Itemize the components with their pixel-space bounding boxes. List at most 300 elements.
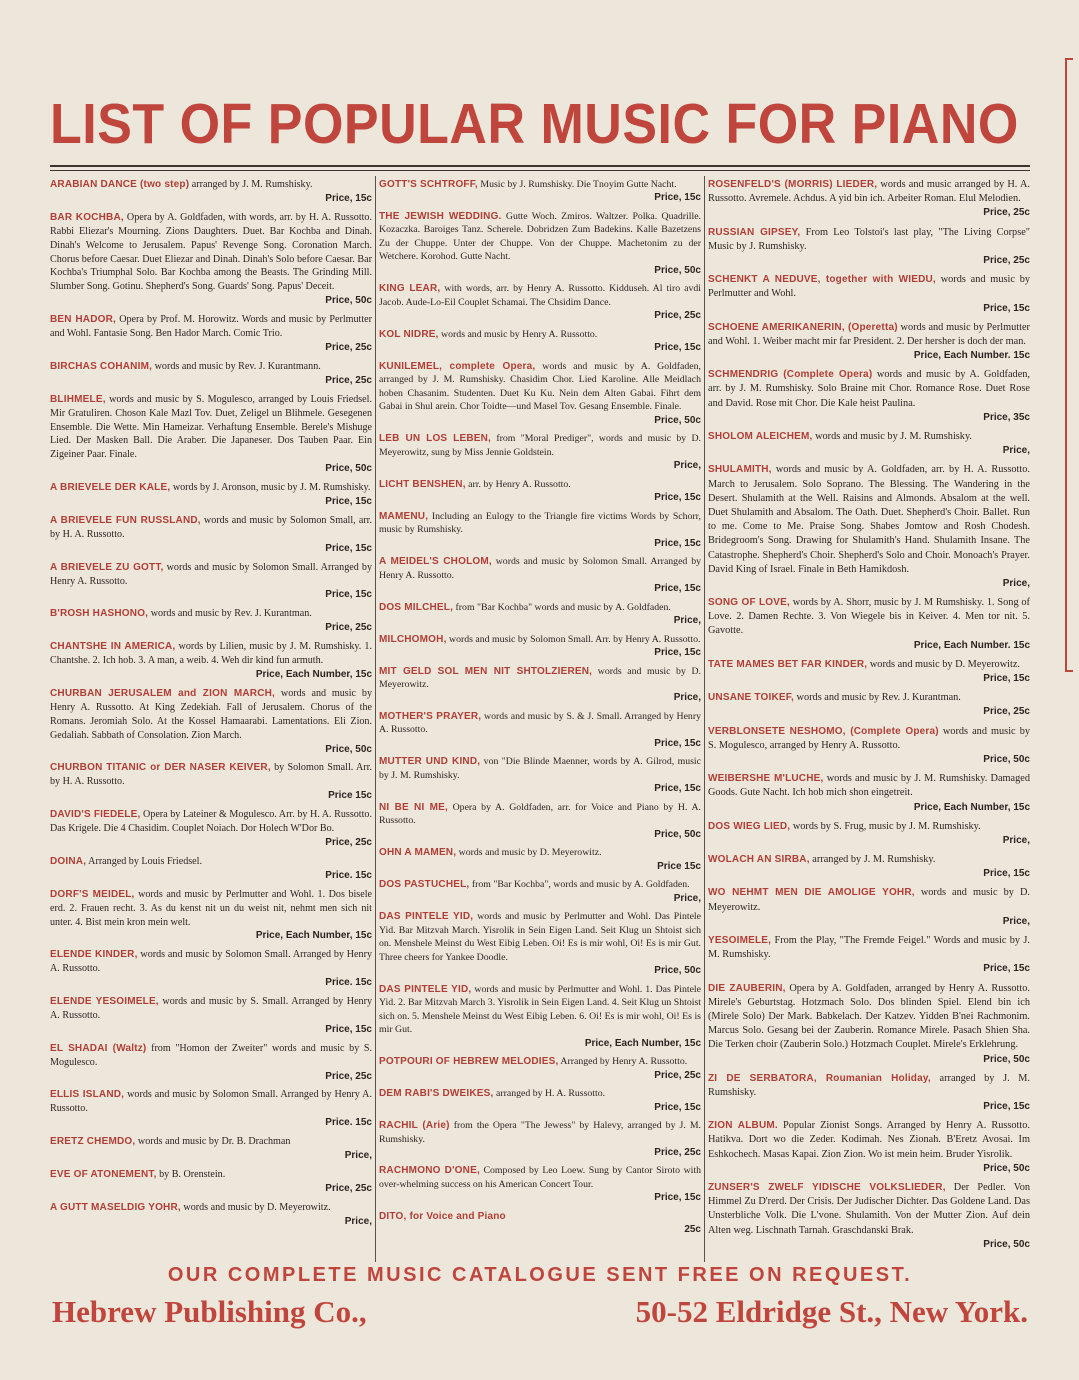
entry-title: ROSENFELD'S (MORRIS) LIEDER, (708, 179, 878, 190)
music-entry (708, 463, 1030, 591)
publisher-line (52, 1294, 1028, 1330)
publisher-name: Hebrew Publishing Co., (52, 1294, 367, 1329)
music-entry (379, 846, 701, 873)
entry-body (50, 1135, 372, 1163)
entry-price: Price, 25c (654, 1069, 701, 1081)
music-entry (379, 983, 701, 1050)
entry-price: Price, 15c (983, 302, 1030, 314)
music-entry (379, 510, 701, 550)
music-entry (50, 687, 372, 757)
entry-title: BAR KOCHBA, (50, 211, 124, 223)
entry-body (379, 360, 701, 427)
entry-description: From Leo Tolstoi's last play, "The Living Corpse" Music by J. Rumshisky. (708, 226, 1030, 252)
music-entry (708, 321, 1030, 364)
music-entry (708, 1181, 1030, 1252)
entry-description: words and music by A. Goldfaden, arranged by J. M. Rumshisky. Chasidim Chor. Lied Karoline. Alle Meidlach hoben Chasanim. Studenten. Duet Ku Ku. Nein dem Alten Gabai. Fihrt dem Gabai in Shul arein. Chor Toidte—und Masel Tov. Gesang Ensemble. Finale. (379, 360, 701, 413)
music-entry (50, 514, 372, 556)
entry-body (379, 1055, 701, 1082)
entry-description: words and music by Dr. B. Drachman (135, 1136, 291, 1148)
entry-description: from "Moral Prediger", words and music by D. Meyerowitz, sung by Miss Jennie Goldstein. (379, 433, 702, 458)
entry-body (379, 846, 701, 873)
entry-price: Price, Each Number, 15c (255, 930, 372, 942)
music-entry (50, 888, 372, 944)
entry-body (50, 888, 372, 944)
entry-body (379, 1119, 701, 1159)
column-divider (375, 176, 376, 1262)
entry-body (708, 430, 1030, 458)
entry-body (708, 691, 1030, 719)
entry-price: Price, 50c (983, 1162, 1030, 1174)
music-entry (708, 820, 1030, 848)
entry-title: DAVID'S FIEDELE, (50, 809, 141, 821)
music-entry (708, 886, 1030, 929)
music-entry (50, 178, 372, 206)
entry-description: by Solomon Small. Arr. by H. A. Russotto. (50, 762, 372, 788)
page-title: LIST OF POPULAR MUSIC FOR PIANO (50, 93, 1019, 156)
entry-body (379, 1087, 701, 1114)
entry-title: MUTTER UND KIND, (379, 756, 481, 768)
entry-price: Price, 50c (325, 463, 372, 475)
music-entry (379, 360, 701, 427)
entry-description: words by S. Frug, music by J. M. Rumshisky. (790, 820, 981, 832)
entry-price: Price, 25c (654, 1147, 701, 1158)
music-entry (50, 481, 372, 509)
entry-body (708, 273, 1030, 316)
music-entry (379, 633, 701, 660)
music-entry (379, 432, 701, 472)
entry-body (379, 878, 701, 905)
entry-title: TATE MAMES BET FAR KINDER, (708, 658, 868, 670)
entry-title: DOS WIEG LIED, (708, 820, 791, 832)
entry-price: Price, 15c (654, 583, 701, 595)
entry-title: A MEIDEL'S CHOLOM, (379, 556, 492, 568)
entry-body (708, 982, 1030, 1067)
entry-body (50, 561, 372, 603)
music-entry (708, 273, 1030, 316)
entry-body (50, 948, 372, 990)
entry-price: Price, (344, 1215, 372, 1227)
entry-body (50, 855, 372, 883)
entry-body (50, 178, 372, 206)
entry-description: words and music by S. Small. Arranged by Henry A. Russotto. (50, 996, 373, 1021)
entry-title: BLIHMELE, (50, 393, 106, 405)
entry-description: arranged by J. M. Rumshisky. (809, 854, 936, 866)
entry-title: LICHT BENSHEN, (379, 478, 466, 490)
column-1 (50, 178, 372, 1234)
entry-title: SCHENKT A NEDUVE, together with WIEDU, (708, 274, 936, 286)
entry-price: Price, 15c (325, 192, 372, 204)
entry-price: Price, (1002, 577, 1030, 589)
entry-price: Price, 15c (654, 1192, 701, 1204)
entry-body (708, 178, 1030, 221)
entry-description: words by J. Aronson, music by J. M. Rumshisky. (170, 482, 371, 494)
entry-price: Price. 15c (325, 869, 372, 881)
music-entry (708, 596, 1030, 653)
entry-description: words and music by D. Meyerowitz. (379, 665, 701, 690)
entry-title: SCHOENE AMERIKANERIN, (Operetta) (708, 321, 898, 333)
entry-title: B'ROSH HASHONO, (50, 608, 149, 620)
entry-description: words and music by Perlmutter and Wohl. 1. Dos bisele erd. 2. Frauen recht. 3. As du kenst nit un du weist nit, nehmt men sich nit unter. 4. Bist mein kron mein welt. (50, 888, 373, 928)
entry-price: Price, 15c (654, 192, 701, 204)
entry-description: words and music by D. Meyerowitz. (867, 658, 1020, 670)
entry-title: DIE ZAUBERIN, (708, 982, 786, 994)
entry-title: BEN HADOR, (50, 314, 116, 326)
entry-body (379, 478, 701, 505)
entry-description: words and music by Solomon Small. Arranged by Henry A. Russotto. (50, 949, 372, 975)
entry-title: BIRCHAS COHANIM, (50, 360, 153, 372)
entry-description: from "Homon der Zweiter" words and music by S. Mogulesco. (50, 1042, 372, 1068)
music-entry (708, 226, 1030, 269)
entry-body (708, 226, 1030, 269)
entry-body (708, 853, 1030, 881)
entry-description: words and music by D. Meyerowitz. (180, 1201, 331, 1213)
catalogue-notice: OUR COMPLETE MUSIC CATALOGUE SENT FREE ON REQUEST. (167, 1264, 913, 1286)
entry-body (708, 368, 1030, 425)
music-entry (50, 808, 372, 850)
entry-price: Price, 15c (654, 342, 701, 354)
entry-body (708, 658, 1030, 686)
entry-title: EL SHADAI (Waltz) (50, 1042, 147, 1054)
entry-description: words and music by Henry A. Russotto. (438, 328, 598, 340)
music-entry (50, 948, 372, 990)
music-entry (379, 478, 701, 505)
entry-description: words and music arranged by H. A. Russotto. Avremele. Achdus. A yid bin ich. Arbeiter Roman. Elul Melodien. (708, 179, 1030, 205)
music-entry (708, 658, 1030, 686)
entry-description: by B. Orenstein. (156, 1169, 226, 1180)
entry-price: Price, Each Number, 15c (584, 1037, 701, 1049)
entry-title: KOL NIDRE, (379, 328, 439, 340)
music-entry (50, 211, 372, 308)
music-entry (379, 282, 701, 322)
music-entry (379, 601, 701, 628)
music-entry (379, 801, 701, 841)
entry-body (50, 808, 372, 850)
entry-title: POTPOURI OF HEBREW MELODIES, (379, 1056, 559, 1068)
music-entry (50, 561, 372, 603)
entry-title: RUSSIAN GIPSEY, (708, 226, 801, 238)
music-entry (379, 665, 701, 705)
entry-description: from "Bar Kochba", words and music by A. Goldfaden. (469, 879, 690, 891)
music-entry (708, 772, 1030, 815)
music-entry (379, 710, 701, 750)
music-entry (50, 360, 372, 388)
entry-body (379, 210, 701, 277)
entry-body (50, 514, 372, 556)
entry-price: Price, 15c (654, 537, 701, 549)
music-entry (379, 1210, 701, 1237)
entry-title: SHULAMITH, (708, 464, 772, 476)
entry-title: ELENDE YESOIMELE, (50, 996, 159, 1008)
music-entry (50, 761, 372, 803)
music-entry (708, 430, 1030, 458)
entry-price: Price, 50c (654, 264, 701, 276)
entry-price: Price, 25c (654, 310, 701, 322)
entry-title: CHURBAN JERUSALEM and ZION MARCH, (50, 687, 276, 699)
entry-body (50, 360, 372, 388)
music-entry (708, 934, 1030, 977)
entry-title: ZION ALBUM. (708, 1120, 778, 1132)
entry-body (379, 710, 701, 750)
entry-body (50, 313, 372, 355)
entry-price: Price, Each Number, 15c (913, 801, 1030, 813)
music-entry (50, 393, 372, 476)
music-entry (379, 1119, 701, 1159)
entry-title: A GUTT MASELDIG YOHR, (50, 1201, 181, 1213)
music-entry (50, 1088, 372, 1130)
music-entry (379, 878, 701, 905)
entry-title: DOS PASTUCHEL, (379, 879, 470, 891)
entry-price: Price, 15c (983, 963, 1030, 975)
entry-price: Price. 15c (325, 977, 372, 989)
entry-title: VERBLONSETE NESHOMO, (Complete Opera) (708, 725, 939, 737)
entry-title: SCHMENDRIG (Complete Opera) (708, 369, 873, 381)
entry-price: Price, (1002, 834, 1030, 846)
entry-body (708, 1181, 1030, 1252)
entry-description: from the Opera "The Jewess" by Halevy, arranged by J. M. Rumshisky. (379, 1120, 701, 1145)
entry-body (50, 640, 372, 682)
entry-description: words and music by Rev. J. Kurantman. (793, 692, 961, 704)
entry-description: From the Play, "The Fremde Feigel." Words and music by J. M. Rumshisky. (708, 935, 1030, 961)
music-entry (379, 1087, 701, 1114)
entry-body (379, 755, 701, 795)
music-entry (708, 853, 1030, 881)
entry-price: Price, 50c (983, 1238, 1030, 1250)
entry-description: Popular Zionist Songs. Arranged by Henry A. Russotto. Hatikva. Dort wo die Zeder. Kodimah. Nes Zionah. B'Eretz Avosai. Im Eshkochech. Masas Kapai. Zion Zion. Wo ist mein heim. Bruder Yisrolik. (708, 1120, 1030, 1160)
entry-price: Price, 15c (325, 589, 372, 601)
entry-price: Price, 25c (983, 254, 1030, 266)
entry-price: Price, 25c (325, 622, 372, 634)
entry-description: words and music by Henry A. Russotto. At King Zedekiah. Fall of Jerusalem. Chorus of the Romans. Jeromiah Solo. At the Kossel Hamaarabi. Lamentations. Eli Zion. Gedaliah. Sabbath of Consolation. Zion March. (50, 687, 372, 741)
entry-description: arranged by J. M. Rumshisky. (189, 179, 313, 190)
entry-body (708, 321, 1030, 364)
music-entry (50, 1168, 372, 1196)
entry-title: MIT GELD SOL MEN NIT SHTOLZIEREN, (379, 665, 593, 677)
entry-title: DITO, for Voice and Piano (379, 1210, 506, 1222)
entry-body (50, 1168, 372, 1196)
entry-description: Arranged by Louis Friedsel. (86, 855, 202, 867)
entry-price: Price, 50c (325, 295, 372, 307)
entry-title: DAS PINTELE YID, (379, 983, 472, 995)
title-rule (50, 165, 1030, 167)
entry-price: Price, 15c (654, 492, 701, 504)
entry-price: Price, 25c (983, 207, 1030, 219)
entry-price: Price, (673, 892, 701, 904)
entry-body (50, 761, 372, 803)
entry-title: WOLACH AN SIRBA, (708, 854, 810, 866)
entry-description: Opera by A. Goldfaden, arranged by Henry A. Russotto. Mirele's Geburtstag. Hotzmach Solo. Dos blinden Spiel. Elend bin ich (Mirele Solo) Der Mark. Babkelach. Der Katzev. Yidden B'nei Rachmonim. Marcus Solo. Gesang bei der Zauberin. Romance Mirele. Pasach Shien Sha. Die Terken choir (Zauberin Solo.) Hotzmach Couplet. Mirele's Erklehrung. (708, 982, 1030, 1051)
entry-description: words and music by Solomon Small. Arranged by Henry A. Russotto. (379, 556, 701, 581)
entry-price: Price, (673, 615, 701, 627)
entry-title: A BRIEVELE DER KALE, (50, 482, 171, 494)
entry-description: words and music by D. Meyerowitz. (708, 887, 1030, 913)
entry-description: words and music by Perlmutter and Wohl. 1. Das Pintele Yid. 2. Bar Mitzvah March 3. Yisrolik in Sein Eigen Land. 4. Seit Klug un Shtoist sich on. 5. Menshele Meinst du West Eibig Leben. 6. Oi! Es is mir wohl, Oi! Es is mir Gut. (379, 983, 701, 1036)
entry-body (708, 463, 1030, 591)
entry-description: words by Lilien, music by J. M. Rumshisky. 1. Chantshe. 2. Ich hob. 3. A man, a weib. 4. Weh dir kind fun armuth. (50, 641, 372, 667)
entry-body (379, 665, 701, 705)
entry-title: DOINA, (50, 855, 87, 867)
entry-description: Opera by Lateiner & Mogulesco. Arr. by H. A. Russotto. Das Krigele. Die 4 Chasidim. Couplet Noiach. Dor Holech W'Dor Bo. (50, 809, 372, 835)
entry-description: Opera by A. Goldfaden, with words, arr. by H. A. Russotto. Rabbi Eliezar's Mourning. Zions Daughters. Duet. Bar Kochba and Dinah. Dinah's Welcome to Jerusalem. Papus' Revenge Song. Coronation March. Chorus before Caesar. Duet Eliezar and Dinah. Dinah's Solo before Caesar. Bar Kochba's Triumphal Solo. Bar Kochba among the Beasts. The Grinding Mill. Slumber Song. Gotinu. Shepherd's Song. Guards' Song. Papus' Deceit. (50, 211, 372, 293)
column-3 (708, 178, 1030, 1257)
entry-title: MOTHER'S PRAYER, (379, 710, 482, 722)
entry-title: DOS MILCHEL, (379, 601, 454, 613)
entry-title: DORF'S MEIDEL, (50, 888, 135, 900)
entry-description: Opera by A. Goldfaden, arr. for Voice and Piano by H. A. Russotto. (379, 801, 702, 827)
entry-description: with words, arr. by Henry A. Russotto. Kidduseh. Al tiro avdi Jacob. Aude-Lo-Eil Couplet Schamai. The Chsidim Dance. (379, 283, 701, 308)
entry-price: Price, Each Number. 15c (913, 350, 1030, 362)
entry-description: words and music by Perlmutter and Wohl. Das Pintele Yid. Bar Mitzvah March. Yisrolik in Sein Eigen Land. Seit Klug un Shtoist sich on. Menshele Meinst du West Eibig Leben. Oi! Es is mir wohl, Oi! Es is mir Gut. Three cheers for Yankee Doodle. (379, 911, 701, 963)
entry-price: Price 15c (657, 860, 701, 872)
entry-title: ELENDE KINDER, (50, 949, 138, 961)
music-entry (379, 328, 701, 355)
entry-description: Der Pedler. Von Himmel Zu D'rerd. Der Crisis. Der Judischer Dichter. Das Goldene Land. Das Unsterbliche Volk. Die L'vone. Shulamith. Von der Mutter Zion. Auf dein Alten weg. Lischnath Tarnah. Graschdanski Brak. (708, 1182, 1030, 1236)
entry-body (379, 178, 701, 205)
music-entry (50, 1201, 372, 1229)
entry-price: Price, 15c (654, 1101, 701, 1113)
music-entry (50, 640, 372, 682)
entry-body (379, 1164, 701, 1204)
entry-title: DEM RABI'S DWEIKES, (379, 1088, 494, 1100)
publisher-address: 50-52 Eldridge St., New York. (635, 1294, 1028, 1329)
entry-price: Price, 15c (983, 1101, 1030, 1113)
entry-price: Price, 25c (325, 341, 372, 353)
entry-description: Arranged by Henry A. Russotto. (558, 1056, 688, 1068)
entry-price: Price, 15c (983, 868, 1030, 880)
entry-description: from "Bar Kochba" words and music by A. Goldfaden. (453, 601, 671, 613)
entry-title: EVE OF ATONEMENT, (50, 1169, 157, 1180)
entry-title: CHURBON TITANIC or DER NASER KEIVER, (50, 762, 271, 774)
entry-price: Price, 35c (983, 411, 1030, 423)
entry-title: LEB UN LOS LEBEN, (379, 433, 492, 445)
entry-description: words and music by A. Goldfaden, arr. by J. M. Rumshisky. Solo Braine mit Chor. Romance Rose. Duet Rose and David. Rose mit Chor. Die Kale heist Paulina. (708, 369, 1030, 409)
music-entry (50, 855, 372, 883)
entry-price: Price, 25c (983, 706, 1030, 718)
entry-title: MAMENU, (379, 510, 429, 522)
music-entry (379, 910, 701, 977)
entry-description: von "Die Blinde Maenner, words by A. Gilrod, music by J. M. Rumshisky. (379, 756, 701, 781)
entry-body (708, 934, 1030, 977)
music-entry (50, 607, 372, 635)
entry-description: words and music by A. Goldfaden, arr. by H. A. Russotto. March to Jerusalem. Solo Soprano. The Blessing. The Wandering in the Desert. Shulamith at the Well. Raisins and Almonds. Absalom at the well. Duet Shulamith and Absalom. The Oath. Duet. Shepherd's Choir. Ballet. Run to me. Come to Me. Praise Song. Shabes Jomtow and Rosh Chodesh. Bridegroom's Song. Drawing for Shulamith's Hand. Shulamith Insane. The Catastrophe. Shepherd's Choir. Shepherd's Solo and Choir. Monoach's Prayer. David King of Israel. Finale in Beth Hamikdosh. (708, 464, 1030, 575)
entry-price: Price, Each Number. 15c (913, 639, 1030, 651)
entry-description: words and music by Solomon Small. Arr. by Henry A. Russotto. (446, 633, 701, 645)
entry-price: Price, 50c (654, 828, 701, 840)
entry-price: Price, 25c (325, 374, 372, 386)
music-entry (50, 1042, 372, 1084)
entry-title: SHOLOM ALEICHEM, (708, 431, 813, 442)
entry-body (379, 601, 701, 628)
music-entry (708, 178, 1030, 221)
entry-body (379, 983, 701, 1050)
entry-price: Price, 50c (983, 753, 1030, 765)
entry-title: ZUNSER'S ZWELF YIDISCHE VOLKSLIEDER, (708, 1182, 946, 1193)
entry-price: Price, (673, 692, 701, 704)
entry-body (379, 910, 701, 977)
music-entry (379, 210, 701, 277)
music-entry (379, 755, 701, 795)
entry-body (379, 328, 701, 355)
music-entry (379, 178, 701, 205)
entry-title: YESOIMELE, (708, 935, 772, 946)
entry-body (708, 1119, 1030, 1176)
entry-body (50, 211, 372, 308)
entry-price: Price, 15c (325, 496, 372, 508)
entry-body (50, 1088, 372, 1130)
entry-price: Price, 15c (325, 1023, 372, 1035)
entry-description: words and music by S. Mogulesco, arranged by Henry A. Russotto. (708, 725, 1030, 751)
entry-title: A BRIEVELE ZU GOTT, (50, 561, 164, 573)
column-divider (704, 176, 705, 1262)
entry-body (379, 510, 701, 550)
entry-body (708, 1072, 1030, 1115)
entry-price: Price, 15c (654, 783, 701, 795)
entry-title: RACHMONO D'ONE, (379, 1165, 480, 1177)
entry-body (379, 555, 701, 595)
entry-description: words and music by S. Mogulesco, arranged by Louis Friedsel. Mir Gratuliren. Choson Kale Mazl Tov. Duet, Zeligel un Blihmele. Gesegenen Ensemble. Die Wette. Min Hameizar. Verhaftung Ensemble. Berele's Mishuge Lied. Der Masken Ball. Die Araber. Die Japaneser. Dos Tauben Paar. Ein Zigeiner Paar. Finale. (50, 393, 372, 461)
entry-price: Price, (673, 460, 701, 472)
entry-title: RACHIL (Arie) (379, 1120, 450, 1132)
entry-body (379, 801, 701, 841)
entry-price: Price, 15c (654, 737, 701, 749)
entry-description: Composed by Leo Loew. Sung by Cantor Siroto with over-whelming success on his American Concert Tour. (379, 1165, 701, 1190)
entry-price: Price, 25c (325, 1070, 372, 1082)
music-entry (50, 995, 372, 1037)
entry-body (708, 772, 1030, 815)
entry-price: 25c (684, 1224, 701, 1236)
entry-description: Gutte Woch. Zmiros. Waltzer. Polka. Quadrille. Kozaczka. Baroiges Tanz. Scherele. Dobridzen Zum Badekins. Kalle Bazetzens Zu der Chuppe. Unter der Chuppe. Von der Chuppe. Machetonim zu der Wetchere. Korohod. Gutte Nacht. (379, 210, 701, 263)
music-entry (50, 1135, 372, 1163)
entry-title: A BRIEVELE FUN RUSSLAND, (50, 514, 201, 526)
entry-body (50, 481, 372, 509)
entry-body (708, 886, 1030, 929)
entry-price: Price, 50c (983, 1053, 1030, 1065)
entry-price: Price, 15c (654, 647, 701, 659)
entry-description: words and music by D. Meyerowitz. (456, 847, 602, 859)
entry-body (50, 607, 372, 635)
music-entry (50, 313, 372, 355)
entry-description: words and music by Perlmutter and Wohl. (708, 274, 1030, 300)
entry-price: Price, (344, 1150, 372, 1162)
entry-title: MILCHOMOH, (379, 633, 447, 645)
entry-price: Price. 15c (325, 1117, 372, 1129)
entry-title: KUNILEMEL, complete Opera, (379, 360, 536, 372)
entry-price: Price, 15c (983, 673, 1030, 684)
entry-description: words and music by J. M. Rumshisky. Damaged Goods. Gute Nacht. Ich hob mich shon eingetreit. (708, 773, 1030, 799)
entry-title: ELLIS ISLAND, (50, 1089, 125, 1101)
entry-price: Price, (1002, 445, 1030, 457)
entry-price: Price, 25c (325, 1182, 372, 1194)
entry-title: DAS PINTELE YID, (379, 911, 474, 923)
entry-description: arr. by Henry A. Russotto. (465, 478, 571, 490)
entry-body (708, 820, 1030, 848)
entry-title: OHN A MAMEN, (379, 847, 457, 859)
entry-description: words and music by Solomon Small. Arranged by Henry A. Russotto. (50, 561, 372, 587)
entry-description: arranged by J. M. Rumshisky. (708, 1072, 1031, 1098)
entry-body (379, 1210, 701, 1237)
title-rule-thin (50, 170, 1030, 171)
entry-description: Including an Eulogy to the Triangle fire victims Words by Schorr, music by Rumshisky. (379, 510, 701, 536)
entry-price: Price, Each Number, 15c (255, 669, 372, 680)
entry-title: CHANTSHE IN AMERICA, (50, 641, 176, 653)
entry-title: GOTT'S SCHTROFF, (379, 179, 478, 190)
entry-price: Price, (1002, 915, 1030, 927)
entry-title: WO NEHMT MEN DIE AMOLIGE YOHR, (708, 887, 915, 899)
entry-title: ZI DE SERBATORA, Roumanian Holiday, (708, 1072, 931, 1084)
entry-title: WEIBERSHE M'LUCHE, (708, 773, 824, 785)
music-entry (379, 1055, 701, 1082)
music-entry (379, 555, 701, 595)
entry-title: SONG OF LOVE, (708, 597, 790, 609)
